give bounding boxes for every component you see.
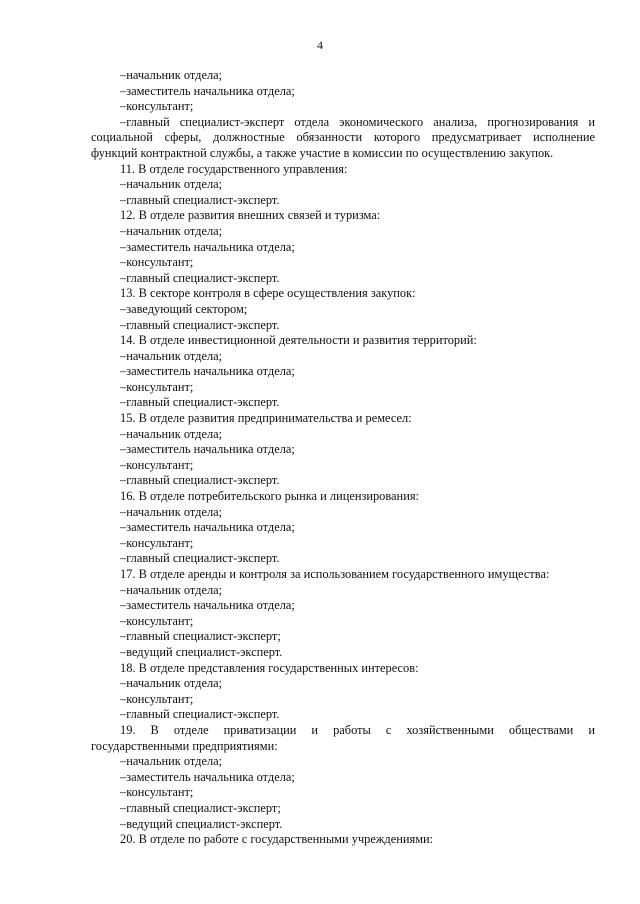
list-item: –начальник отдела; [120,504,223,519]
list-item: –заместитель начальника отдела; [120,598,295,613]
section-heading: 17. В отделе аренды и контроля за использованием государственного имущества: [120,567,550,581]
paragraph-line: –главный специалист-эксперт отдела экономического анализа, прогнозирования и [120,114,595,129]
list-item: –ведущий специалист-эксперт. [120,816,283,831]
list-item: –консультант; [120,535,194,550]
section-heading: 14. В отделе инвестиционной деятельности и развития территорий: [120,333,477,348]
list-item: –начальник отдела; [120,582,223,597]
list-item: –консультант; [120,785,194,800]
section-heading-continuation: государственными предприятиями: [91,738,278,753]
section-heading: 11. В отделе государственного управления: [120,161,348,176]
list-item: –консультант; [120,379,194,394]
list-item: –главный специалист-эксперт. [120,317,280,332]
list-item: –заведующий сектором; [120,301,248,316]
section-heading: 13. В секторе контроля в сфере осуществления закупок: [120,286,416,301]
list-item: –главный специалист-эксперт. [120,270,280,285]
list-item: –начальник отдела; [120,223,223,238]
list-item: –заместитель начальника отдела; [120,364,295,379]
list-item: –ведущий специалист-эксперт. [120,644,283,659]
list-item: –начальник отдела; [120,754,223,769]
section-heading: 19. В отделе приватизации и работы с хозяйственными обществами и [120,722,595,737]
list-item: –главный специалист-эксперт. [120,395,280,410]
paragraph-line: социальной сферы, должностные обязанности которого предусматривает исполнение [91,130,595,145]
list-item: –главный специалист-эксперт; [120,800,281,815]
list-item: –консультант; [120,99,194,114]
page-number: 4 [317,38,323,52]
list-item: –консультант; [120,691,194,706]
list-item: –заместитель начальника отдела; [120,520,295,535]
paragraph-line: функций контрактной службы, а также участие в комиссии по осуществлению закупок. [91,145,554,160]
list-item: –консультант; [120,613,194,628]
list-item: –начальник отдела; [120,426,223,441]
section-heading: 20. В отделе по работе с государственными учреждениями: [120,832,434,847]
list-item: –заместитель начальника отдела; [120,83,295,98]
section-heading: 18. В отделе представления государственных интересов: [120,660,419,675]
list-item: –начальник отдела; [120,68,223,82]
list-item: –главный специалист-эксперт; [120,629,281,644]
list-item: –главный специалист-эксперт. [120,707,280,722]
list-item: –главный специалист-эксперт. [120,192,280,207]
section-heading: 16. В отделе потребительского рынка и лицензирования: [120,489,419,504]
section-heading: 15. В отделе развития предпринимательства и ремесел: [120,411,412,426]
list-item: –начальник отдела; [120,348,223,363]
document-body [91,68,595,848]
list-item: –главный специалист-эксперт. [120,551,280,566]
list-item: –консультант; [120,255,194,270]
section-heading: 12. В отделе развития внешних связей и туризма: [120,208,381,223]
list-item: –заместитель начальника отдела; [120,239,295,254]
list-item: –главный специалист-эксперт. [120,473,280,488]
list-item: –заместитель начальника отдела; [120,769,295,784]
list-item: –начальник отдела; [120,676,223,691]
list-item: –заместитель начальника отдела; [120,442,295,457]
list-item: –консультант; [120,457,194,472]
list-item: –начальник отдела; [120,177,223,192]
